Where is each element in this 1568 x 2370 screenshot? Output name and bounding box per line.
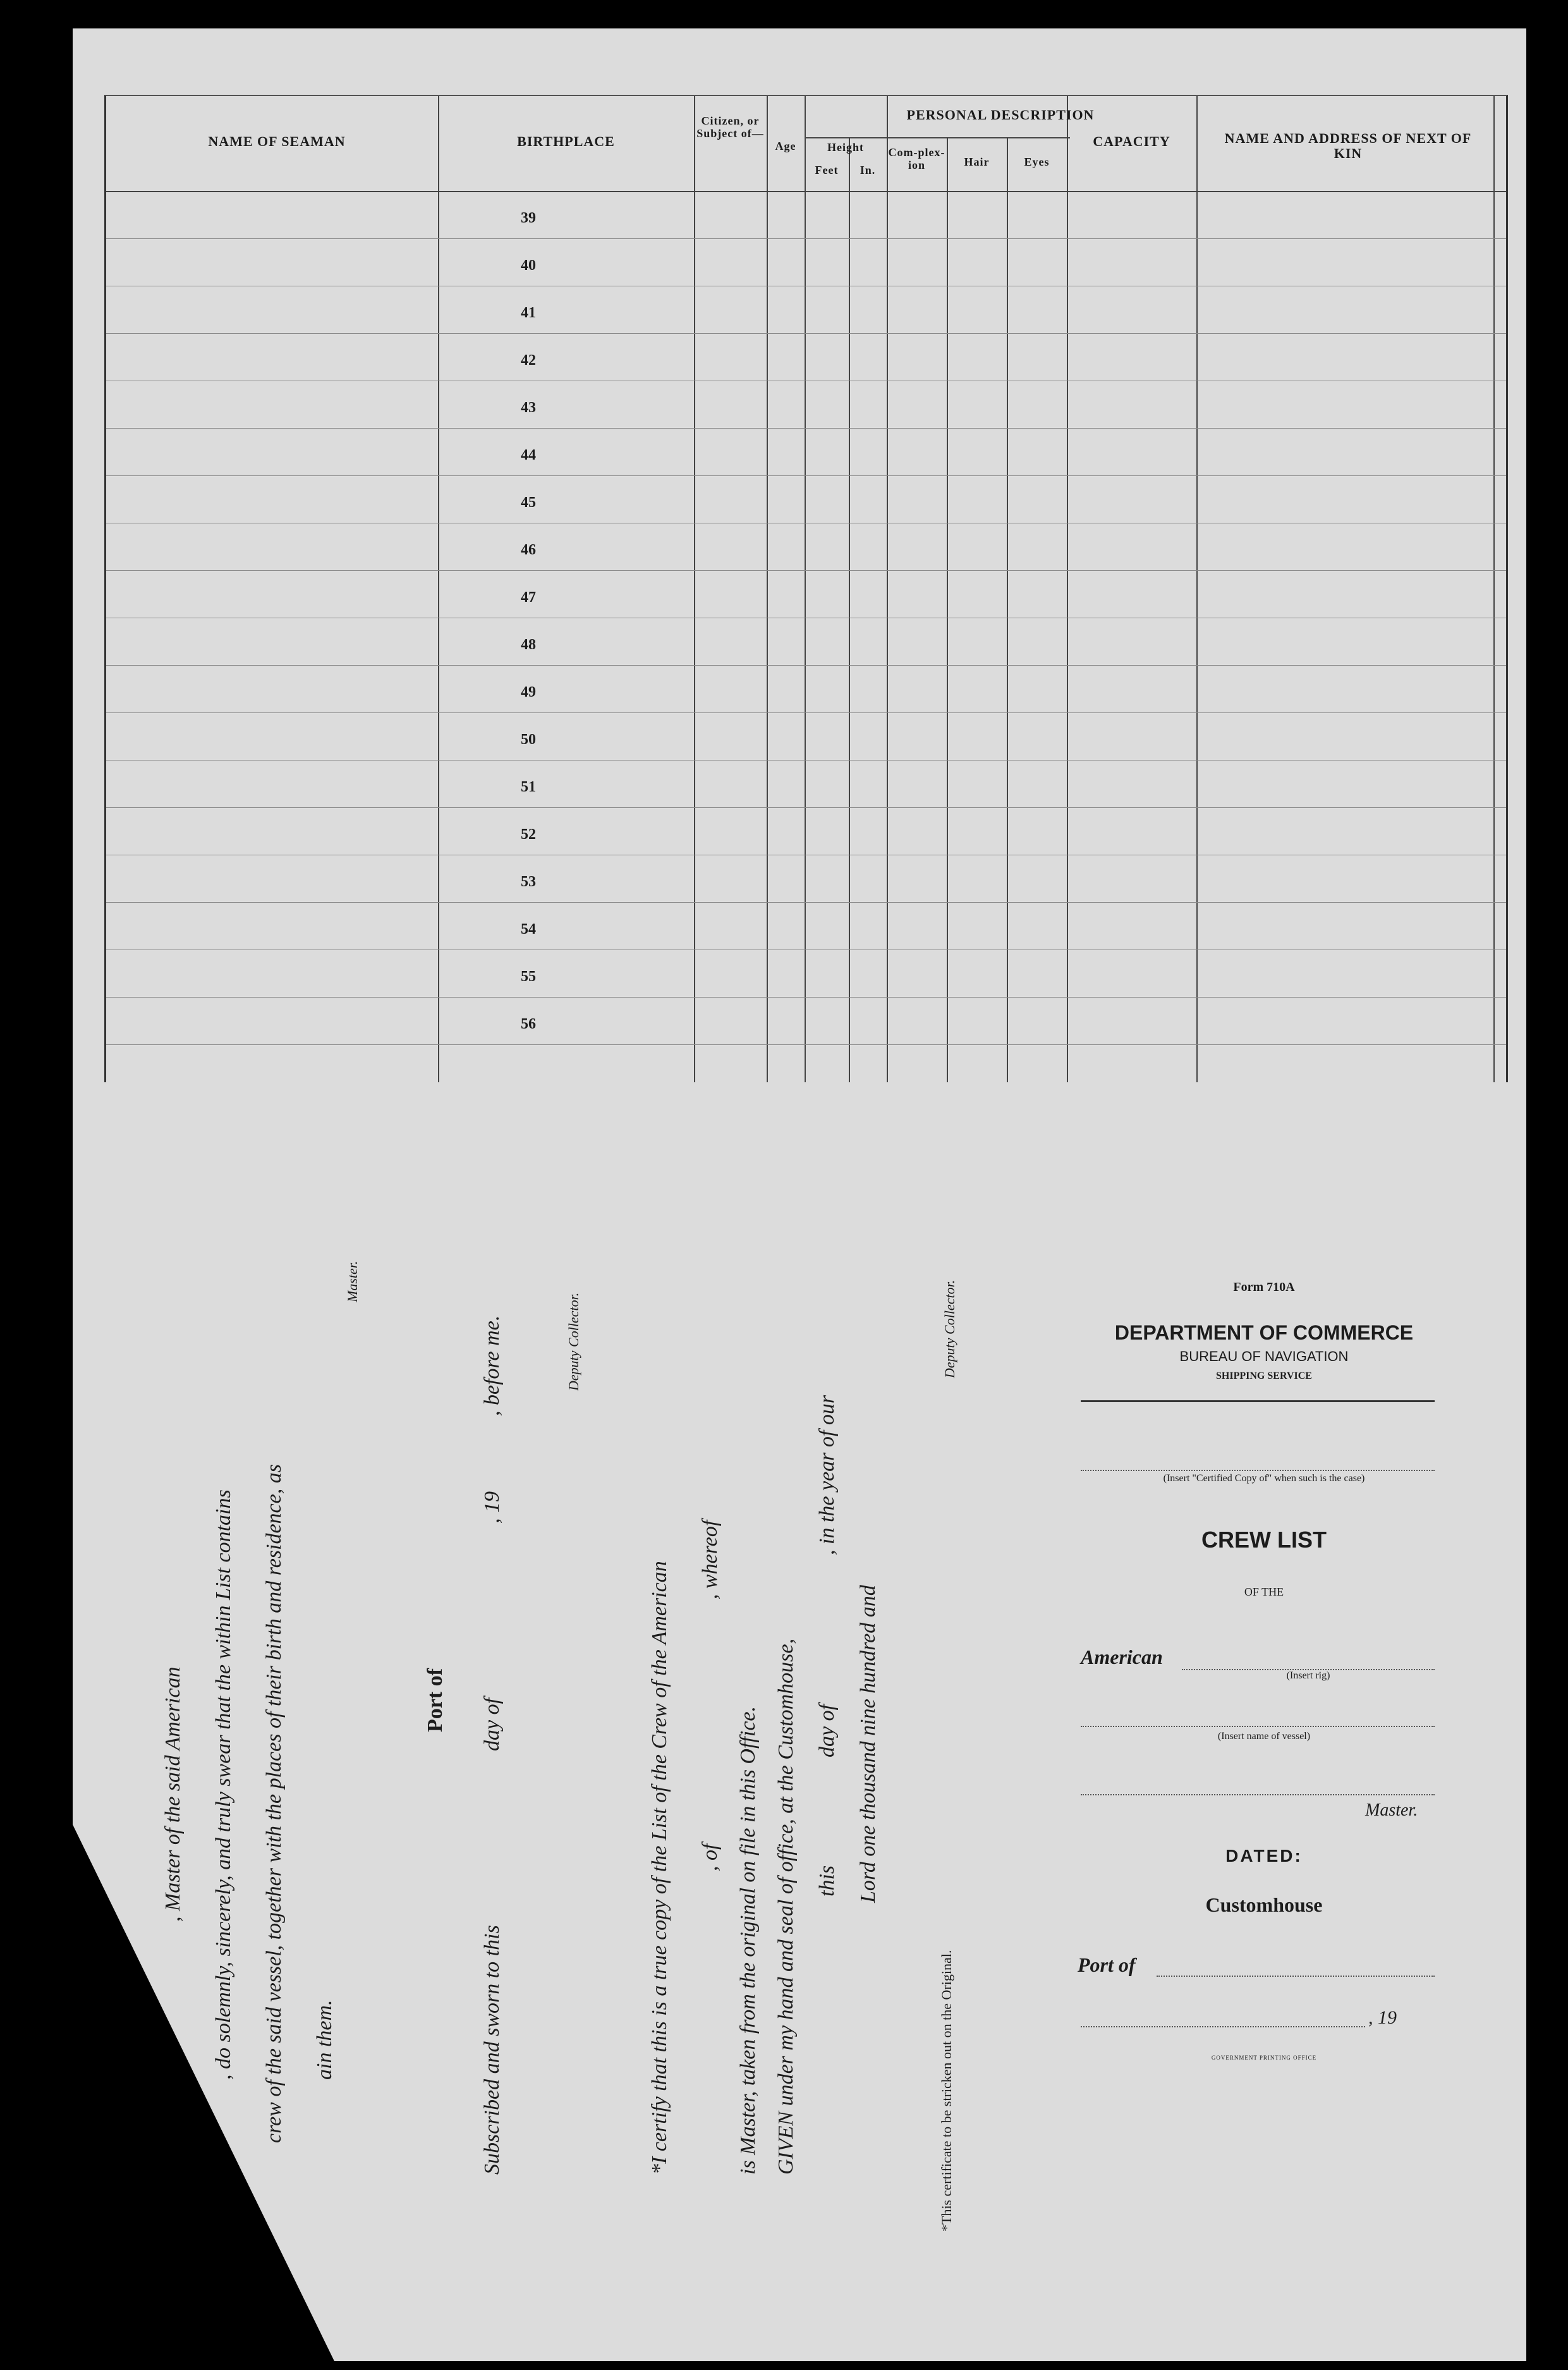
table-row-line <box>106 570 1506 571</box>
table-row-line <box>106 428 1506 429</box>
date-line <box>1081 2026 1365 2027</box>
row-number: 40 <box>521 257 536 274</box>
row-number: 50 <box>521 731 536 748</box>
col-divider <box>1493 96 1495 1082</box>
header-bottom <box>106 191 1506 192</box>
col-divider <box>1196 96 1198 1082</box>
dated-label: DATED: <box>1225 1846 1303 1866</box>
header-divider <box>805 137 1070 138</box>
certify-lord: Lord one thousand nine hundred and <box>856 1585 880 1903</box>
subscribed-line: Subscribed and sworn to this <box>480 1925 504 2175</box>
row-number: 54 <box>521 921 536 938</box>
table-row-line <box>106 902 1506 903</box>
certify-of: , of <box>698 1843 722 1871</box>
cert-insert-line <box>1081 1470 1435 1471</box>
department-title: DEPARTMENT OF COMMERCE <box>1114 1321 1414 1344</box>
col-divider <box>1067 96 1068 1082</box>
customhouse-label: Customhouse <box>1205 1893 1323 1916</box>
col-divider <box>767 96 768 1082</box>
oath-line-1: , Master of the said American <box>161 1666 185 1922</box>
cover-master-label: Master. <box>1365 1800 1418 1820</box>
rig-hint: (Insert rig) <box>1286 1670 1330 1681</box>
cover-port-label: Port of <box>1078 1953 1136 1976</box>
col-divider <box>887 96 888 1082</box>
row-number: 51 <box>521 779 536 795</box>
certify-year: , in the year of our <box>815 1395 839 1555</box>
row-number: 44 <box>521 447 536 463</box>
col-birthplace-header: BIRTHPLACE <box>517 133 615 149</box>
col-divider <box>805 96 806 1082</box>
row-number: 56 <box>521 1016 536 1032</box>
col-divider <box>947 137 948 1082</box>
certify-line-1: *I certify that this is a true copy of the List of the Crew of the American <box>648 1561 671 2175</box>
certify-line-2: is Master, taken from the original on file in this Office. <box>736 1706 760 2175</box>
row-number: 46 <box>521 542 536 558</box>
oath-line-4: ain them. <box>313 2000 336 2080</box>
col-kin-header: NAME AND ADDRESS OF NEXT OF KIN <box>1224 130 1472 162</box>
cover-divider <box>1081 1400 1435 1402</box>
certify-this: this <box>815 1865 839 1897</box>
col-eyes-header: Eyes <box>1024 156 1050 168</box>
row-number: 47 <box>521 589 536 606</box>
certify-line-3: GIVEN under my hand and seal of office, at the Customhouse, <box>774 1638 798 2175</box>
row-number: 43 <box>521 400 536 416</box>
col-personal-header: PERSONAL DESCRIPTION <box>906 107 1095 123</box>
service-title: SHIPPING SERVICE <box>1216 1371 1312 1381</box>
subscribed-year: , 19 <box>480 1491 504 1524</box>
col-divider <box>849 137 850 1082</box>
col-hair-header: Hair <box>964 156 990 168</box>
col-inches-header: In. <box>860 164 876 176</box>
table-row-line <box>106 475 1506 476</box>
col-complexion-header: Com-plex-ion <box>888 146 945 171</box>
oath-line-3: crew of the said vessel, together with the places of their birth and residence, as <box>262 1464 286 2143</box>
form-number: Form 710A <box>1233 1280 1295 1294</box>
oath-line-2: , do solemnly, sincerely, and truly swear that the within List contains <box>212 1489 235 2080</box>
table-row-line <box>106 333 1506 334</box>
row-number: 48 <box>521 637 536 653</box>
col-capacity-header: CAPACITY <box>1093 133 1170 149</box>
col-divider <box>694 96 695 1082</box>
subscribed-before: , before me. <box>480 1315 504 1416</box>
deputy-collector-label-2: Deputy Collector. <box>942 1280 957 1378</box>
bureau-title: BUREAU OF NAVIGATION <box>1179 1348 1349 1364</box>
crew-table <box>104 95 1508 1082</box>
row-number: 49 <box>521 684 536 700</box>
american-label: American <box>1081 1646 1163 1668</box>
vessel-hint: (Insert name of vessel) <box>1217 1731 1311 1742</box>
certify-day: day of <box>815 1704 839 1757</box>
row-number: 52 <box>521 826 536 843</box>
row-number: 42 <box>521 352 536 369</box>
table-row-line <box>106 712 1506 713</box>
col-feet-header: Feet <box>815 164 839 176</box>
master-signature-label: Master. <box>344 1261 360 1302</box>
table-row-line <box>106 997 1506 998</box>
row-number: 53 <box>521 874 536 890</box>
col-name-header: NAME OF SEAMAN <box>208 133 346 149</box>
port-label: Port of <box>423 1668 447 1732</box>
certify-footnote: *This certificate to be stricken out on the Original. <box>939 1950 954 2232</box>
row-number: 41 <box>521 305 536 321</box>
crew-list-title: CREW LIST <box>1201 1527 1327 1553</box>
table-row-line <box>106 1044 1506 1045</box>
of-the-label: OF THE <box>1244 1585 1284 1598</box>
table-row-line <box>106 807 1506 808</box>
table-row-line <box>106 238 1506 239</box>
deputy-collector-label-1: Deputy Collector. <box>566 1292 581 1391</box>
cert-insert-hint: (Insert "Certified Copy of" when such is the case) <box>1163 1473 1365 1484</box>
col-height-header: Height <box>827 141 864 154</box>
cover-year-label: , 19 <box>1368 2007 1397 2028</box>
master-line <box>1081 1794 1435 1795</box>
row-number: 55 <box>521 968 536 985</box>
vessel-line <box>1081 1726 1435 1727</box>
col-age-header: Age <box>775 140 796 152</box>
row-number: 45 <box>521 494 536 511</box>
certify-whereof: , whereof <box>698 1520 722 1599</box>
port-line <box>1157 1976 1435 1977</box>
gpo-imprint: GOVERNMENT PRINTING OFFICE <box>1211 2055 1317 2061</box>
col-divider <box>1007 137 1008 1082</box>
row-number: 39 <box>521 210 536 226</box>
table-row-line <box>106 665 1506 666</box>
subscribed-day: day of <box>480 1697 504 1751</box>
col-citizen-header: Citizen, or Subject of— <box>696 114 764 140</box>
